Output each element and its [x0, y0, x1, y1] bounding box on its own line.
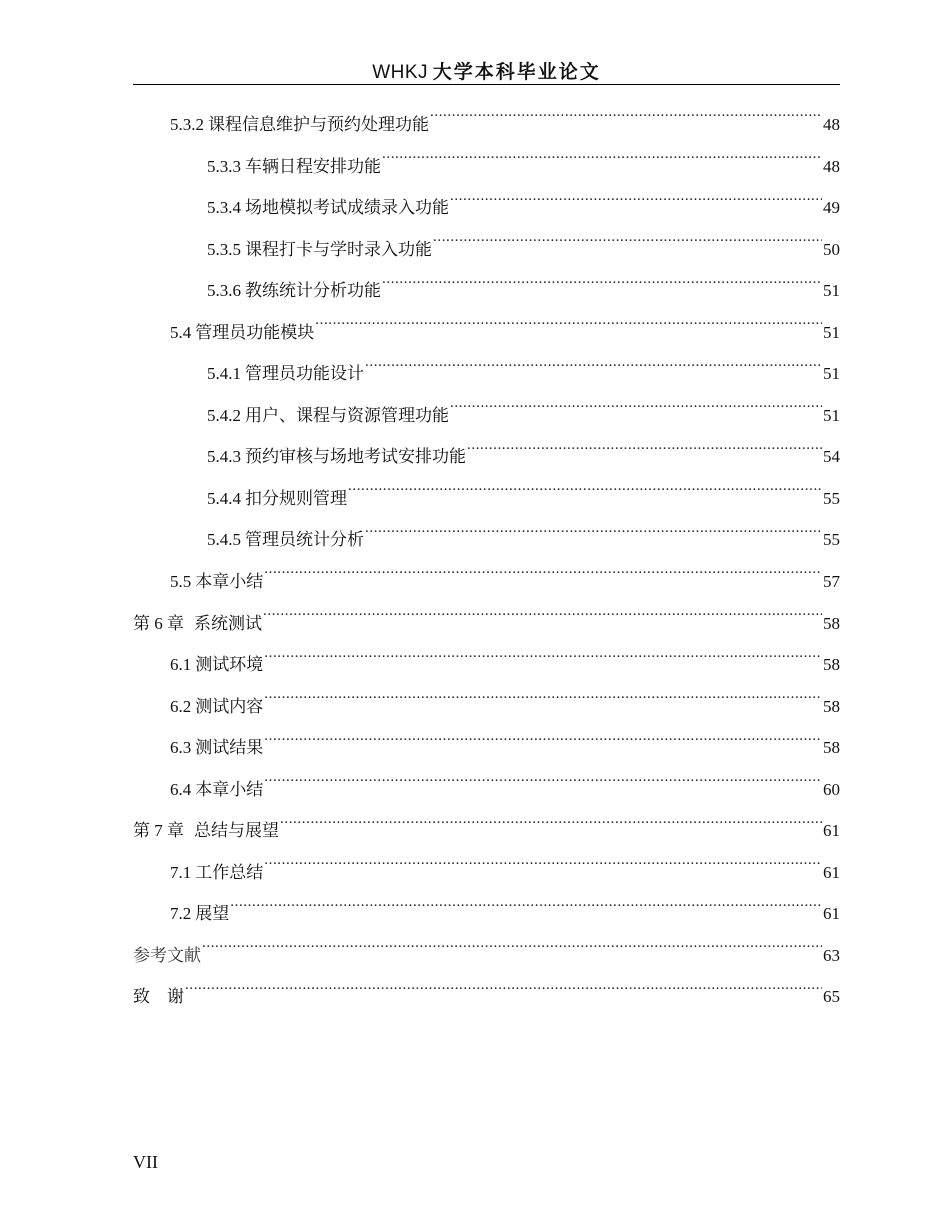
toc-dot-leader [264, 860, 822, 878]
toc-entry-page: 60 [823, 779, 840, 799]
toc-entry[interactable] [133, 229, 840, 271]
table-of-contents [133, 104, 840, 1018]
toc-entry-number: 第 6 章 [133, 613, 184, 633]
toc-dot-leader [264, 777, 822, 795]
toc-entry-page: 58 [823, 655, 840, 675]
toc-entry-title: 管理员功能模块 [195, 322, 315, 342]
toc-entry-page: 58 [823, 613, 840, 633]
toc-entry[interactable] [133, 353, 840, 395]
toc-entry-title: 本章小结 [195, 572, 264, 592]
toc-entry[interactable] [133, 312, 840, 354]
toc-entry[interactable] [133, 935, 840, 977]
toc-entry-title: 工作总结 [195, 862, 264, 882]
toc-entry[interactable] [133, 395, 840, 437]
toc-entry[interactable] [133, 561, 840, 603]
toc-dot-leader [365, 361, 822, 379]
toc-entry-title: 教练统计分析功能 [245, 281, 381, 301]
toc-entry[interactable] [133, 852, 840, 894]
toc-entry-page: 61 [823, 904, 840, 924]
toc-entry-title: 总结与展望 [194, 821, 279, 841]
toc-entry-title: 课程信息维护与预约处理功能 [208, 115, 429, 134]
toc-dot-leader [450, 195, 822, 213]
toc-dot-leader [315, 320, 822, 338]
toc-entry[interactable] [133, 187, 840, 229]
toc-entry[interactable] [133, 976, 840, 1018]
toc-entry[interactable] [133, 686, 840, 728]
toc-dot-leader [450, 403, 822, 421]
toc-entry-page: 51 [823, 281, 840, 301]
toc-entry-page: 61 [823, 862, 840, 882]
toc-dot-leader [264, 569, 822, 587]
toc-entry[interactable] [133, 519, 840, 561]
toc-entry-page: 51 [823, 322, 840, 342]
toc-entry-number: 5.4.4 [207, 488, 241, 508]
toc-entry-page: 54 [823, 447, 840, 467]
toc-entry[interactable] [133, 104, 840, 146]
toc-entry-page: 61 [823, 821, 840, 841]
toc-entry-title: 本章小结 [195, 779, 264, 799]
toc-dot-leader [264, 694, 822, 712]
toc-dot-leader [430, 112, 822, 130]
toc-dot-leader [467, 444, 822, 462]
toc-entry-title: 用户、课程与资源管理功能 [245, 405, 449, 425]
toc-dot-leader [348, 486, 822, 504]
toc-entry-page: 57 [823, 572, 840, 592]
toc-dot-leader [280, 818, 822, 836]
toc-entry-title: 课程打卡与学时录入功能 [245, 239, 432, 259]
toc-entry[interactable] [133, 603, 840, 645]
toc-entry-page: 49 [823, 198, 840, 218]
toc-entry-number: 5.4.3 [207, 447, 241, 467]
toc-entry-title: 场地模拟考试成绩录入功能 [245, 198, 449, 218]
toc-entry-number: 第 7 章 [133, 821, 184, 841]
toc-entry-number: 5.3.2 [170, 115, 204, 134]
header-title: 大学本科毕业论文 [432, 61, 601, 83]
toc-entry-page: 55 [823, 530, 840, 550]
toc-entry-title: 测试结果 [195, 738, 264, 758]
header-school: WHKJ [372, 62, 429, 83]
toc-entry-page: 51 [823, 364, 840, 384]
toc-dot-leader [264, 652, 822, 670]
toc-dot-leader [264, 735, 822, 753]
toc-dot-leader [365, 527, 822, 545]
toc-entry-number: 5.3.6 [207, 281, 241, 301]
toc-entry-title: 管理员功能设计 [245, 364, 364, 384]
toc-entry-title: 测试环境 [195, 655, 264, 675]
toc-entry-page: 65 [823, 987, 840, 1007]
toc-entry-number: 6.2 [170, 696, 192, 716]
toc-entry[interactable] [133, 727, 840, 769]
toc-entry-number: 6.4 [170, 779, 192, 799]
toc-entry-number: 5.3.4 [207, 198, 241, 218]
toc-entry[interactable] [133, 478, 840, 520]
toc-entry-title: 扣分规则管理 [245, 488, 347, 508]
toc-entry[interactable] [133, 270, 840, 312]
toc-entry[interactable] [133, 810, 840, 852]
toc-entry-page: 58 [823, 738, 840, 758]
toc-dot-leader [230, 901, 822, 919]
toc-entry-title: 系统测试 [194, 613, 262, 633]
toc-entry-number: 5.5 [170, 572, 192, 592]
toc-entry-page: 50 [823, 239, 840, 259]
toc-entry-number: 5.4.2 [207, 405, 241, 425]
toc-dot-leader [185, 984, 822, 1002]
toc-entry-title: 展望 [195, 904, 230, 924]
page-number: VII [133, 1152, 158, 1172]
toc-dot-leader [433, 237, 822, 255]
toc-dot-leader [382, 278, 822, 296]
toc-entry-title: 参考文献 [133, 945, 201, 965]
toc-entry-number: 5.3.5 [207, 239, 241, 259]
toc-entry-number: 6.3 [170, 738, 192, 758]
toc-entry-title: 测试内容 [195, 696, 264, 716]
toc-entry-title: 管理员统计分析 [245, 530, 364, 550]
toc-entry-number: 6.1 [170, 655, 192, 675]
page-header [133, 60, 840, 85]
toc-entry-page: 58 [823, 696, 840, 716]
toc-dot-leader [382, 154, 822, 172]
toc-dot-leader [263, 611, 822, 629]
toc-entry[interactable] [133, 644, 840, 686]
toc-entry-number: 5.3.3 [207, 156, 241, 176]
toc-entry[interactable] [133, 769, 840, 811]
toc-entry-page: 48 [823, 156, 840, 176]
toc-entry[interactable] [133, 893, 840, 935]
toc-entry-page: 55 [823, 488, 840, 508]
toc-entry[interactable] [133, 436, 840, 478]
toc-entry-page: 63 [823, 945, 840, 965]
toc-entry-number: 7.1 [170, 862, 192, 882]
toc-entry-number: 5.4 [170, 322, 192, 342]
toc-dot-leader [202, 943, 822, 961]
toc-entry-title: 致 谢 [133, 987, 184, 1007]
toc-entry-number: 7.2 [170, 904, 192, 924]
toc-entry-page: 48 [823, 115, 840, 134]
toc-entry-title: 预约审核与场地考试安排功能 [245, 447, 466, 467]
toc-entry-number: 5.4.1 [207, 364, 241, 384]
toc-entry[interactable] [133, 146, 840, 188]
toc-entry-title: 车辆日程安排功能 [245, 156, 381, 176]
toc-entry-page: 51 [823, 405, 840, 425]
toc-entry-number: 5.4.5 [207, 530, 241, 550]
